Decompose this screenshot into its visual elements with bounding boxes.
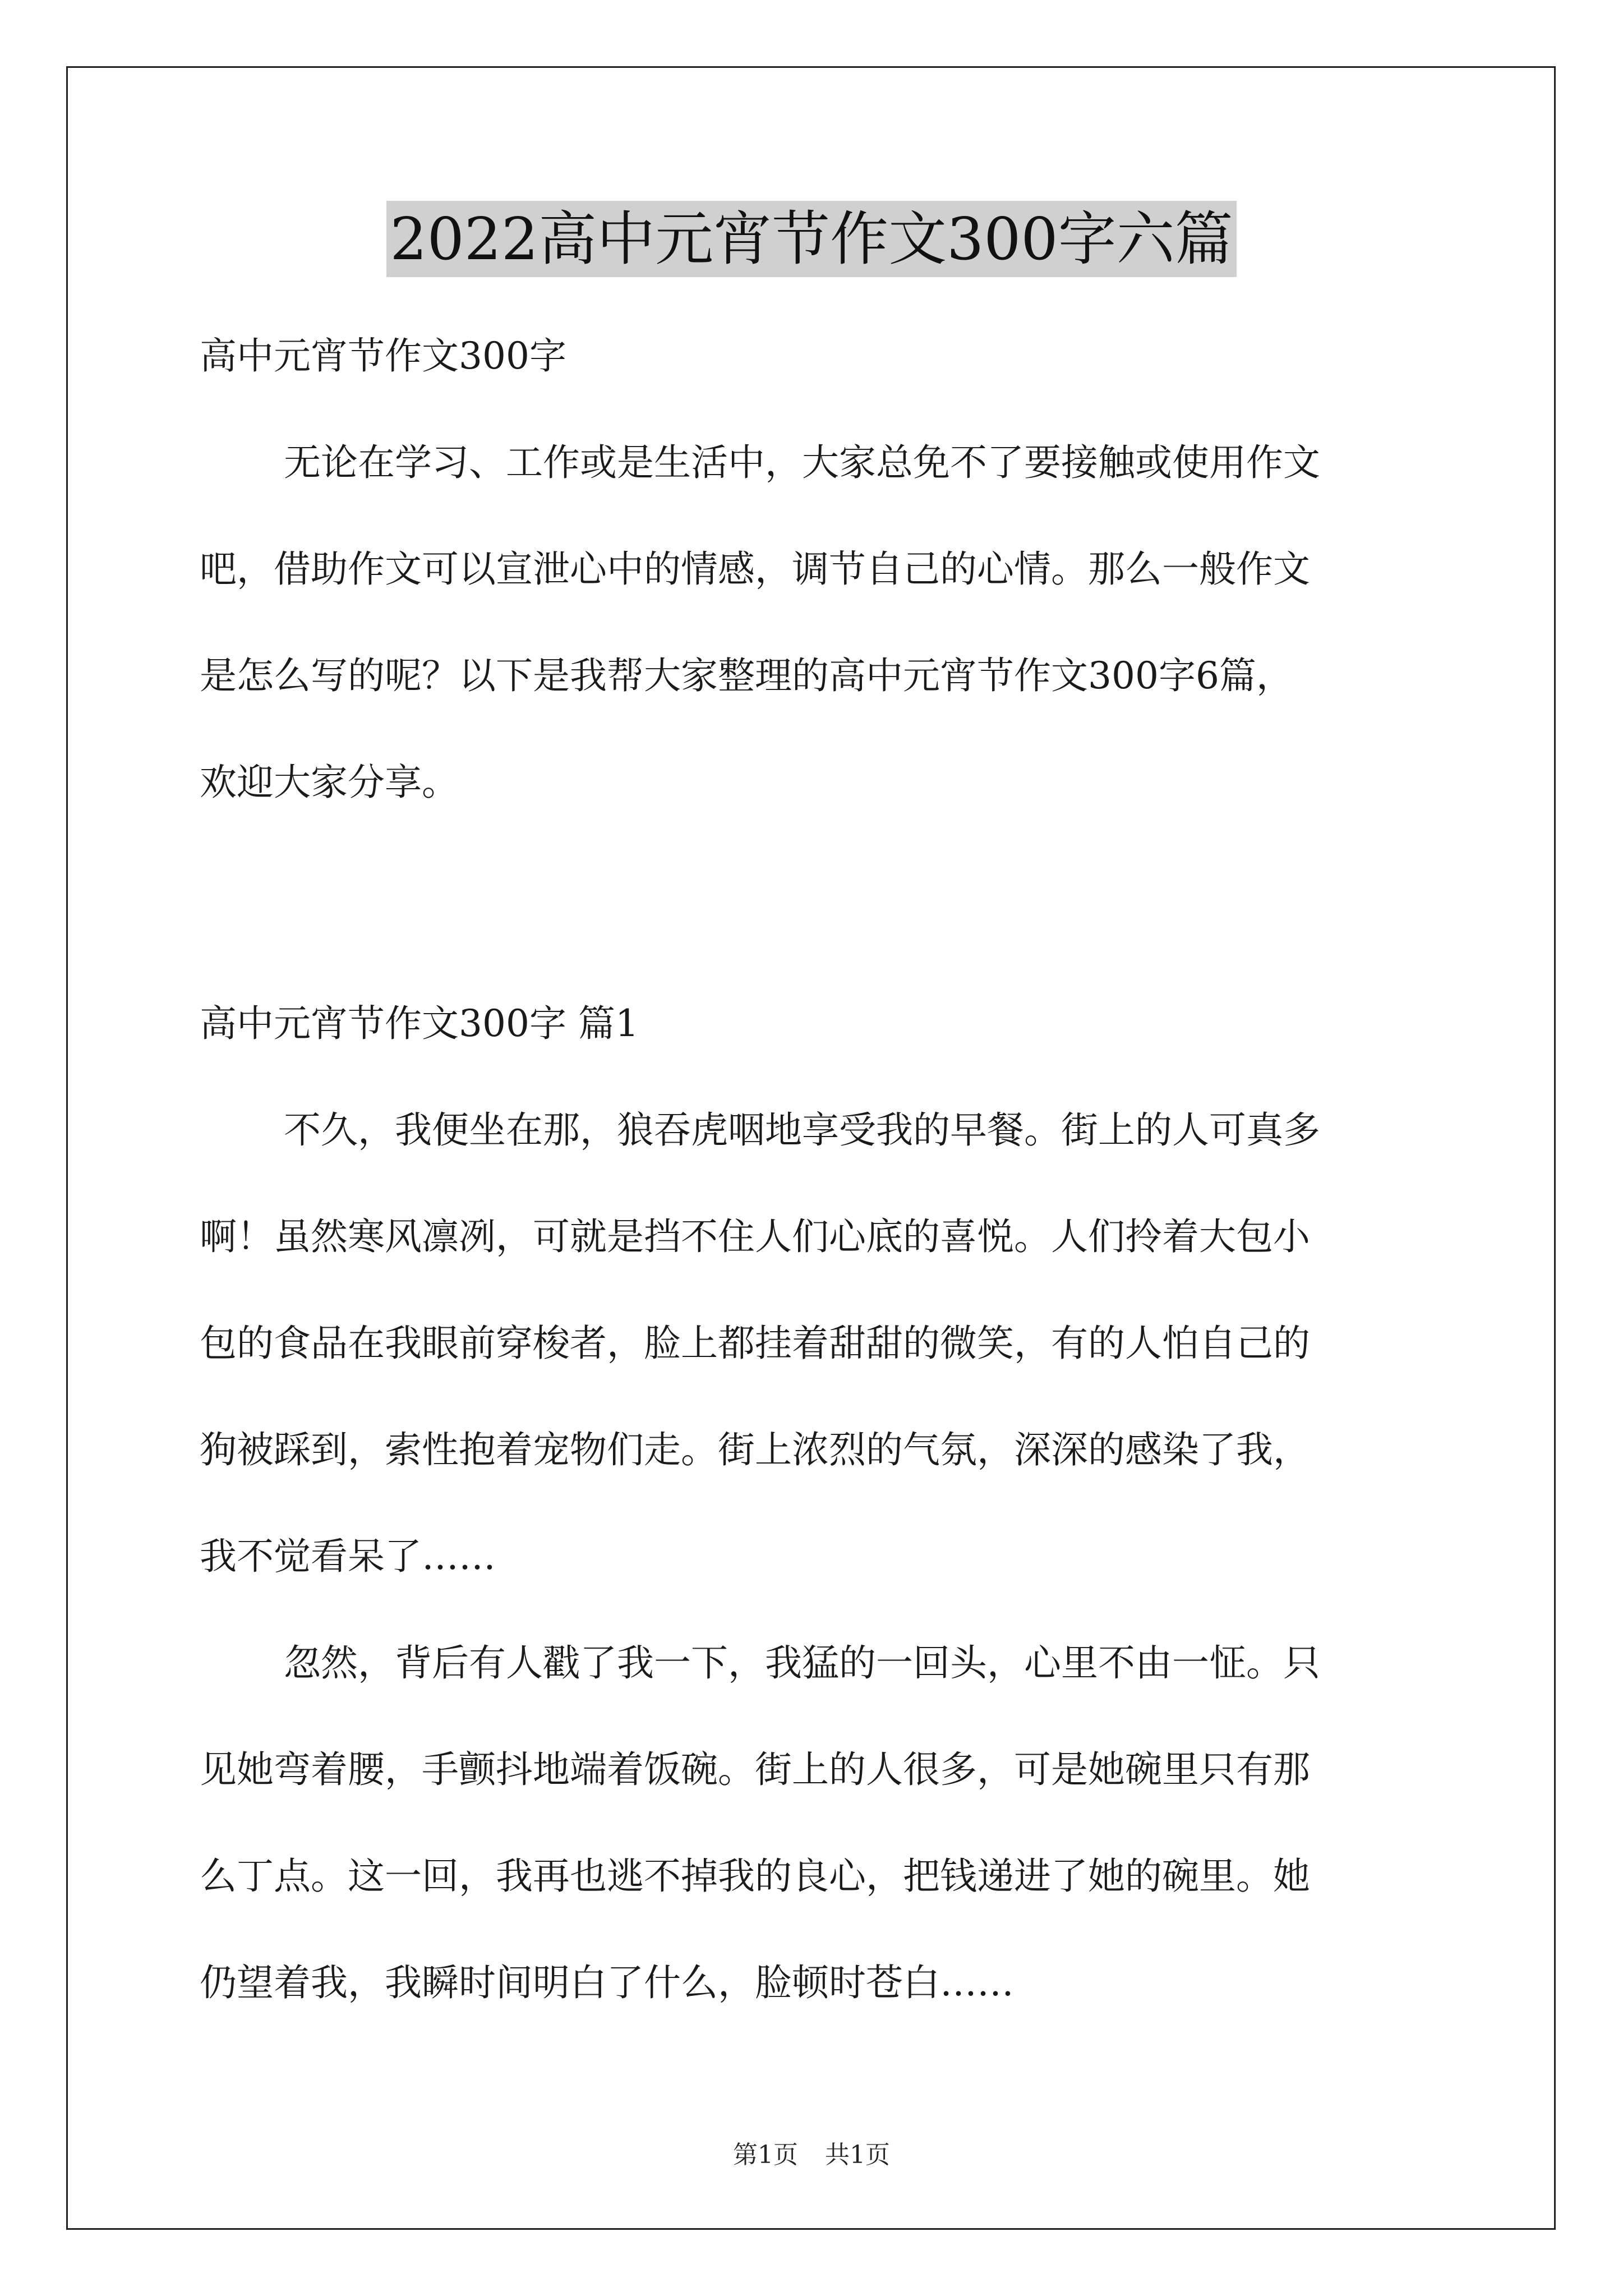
paragraph-line: 包的食品在我眼前穿梭者，脸上都挂着甜甜的微笑，有的人怕自己的 (200, 1322, 1310, 1365)
paragraph-line: 欢迎大家分享。 (200, 761, 459, 804)
page-footer (0, 2138, 1623, 2172)
paragraph-line: 无论在学习、工作或是生活中，大家总免不了要接触或使用作文 (284, 441, 1320, 484)
title-container (0, 201, 1623, 277)
page-number: 第1页 (733, 2141, 798, 2169)
paragraph-line: 吧，借助作文可以宣泄心中的情感，调节自己的心情。那么一般作文 (200, 547, 1310, 591)
paragraph-line: 忽然，背后有人戳了我一下，我猛的一回头，心里不由一怔。只 (284, 1641, 1320, 1685)
spacer (200, 836, 1433, 970)
paragraph-line: 我不觉看呆了…… (200, 1535, 496, 1578)
paragraph-line: 见她弯着腰，手颤抖地端着饭碗。街上的人很多，可是她碗里只有那 (200, 1748, 1310, 1791)
paragraph-line: 啊！虽然寒风凛冽，可就是挡不住人们心底的喜悦。人们拎着大包小 (200, 1215, 1310, 1258)
paragraph-line: 不久，我便坐在那，狼吞虎咽地享受我的早餐。街上的人可真多 (284, 1108, 1320, 1152)
paragraph-line: 么丁点。这一回，我再也逃不掉我的良心，把钱递进了她的碗里。她 (200, 1855, 1310, 1898)
paragraph-line: 是怎么写的呢？以下是我帮大家整理的高中元宵节作文300字6篇， (200, 654, 1293, 697)
document-title: 2022高中元宵节作文300字六篇 (386, 201, 1236, 277)
section-heading: 高中元宵节作文300字 (200, 334, 566, 378)
paragraph-line: 仍望着我，我瞬时间明白了什么，脸顿时苍白…… (200, 1961, 1014, 2004)
paragraph-line: 狗被踩到，索性抱着宠物们走。街上浓烈的气氛，深深的感染了我， (200, 1428, 1310, 1471)
document-body (200, 303, 1433, 2036)
page-count: 共1页 (825, 2141, 890, 2169)
section-heading: 高中元宵节作文300字 篇1 (200, 1002, 639, 1045)
